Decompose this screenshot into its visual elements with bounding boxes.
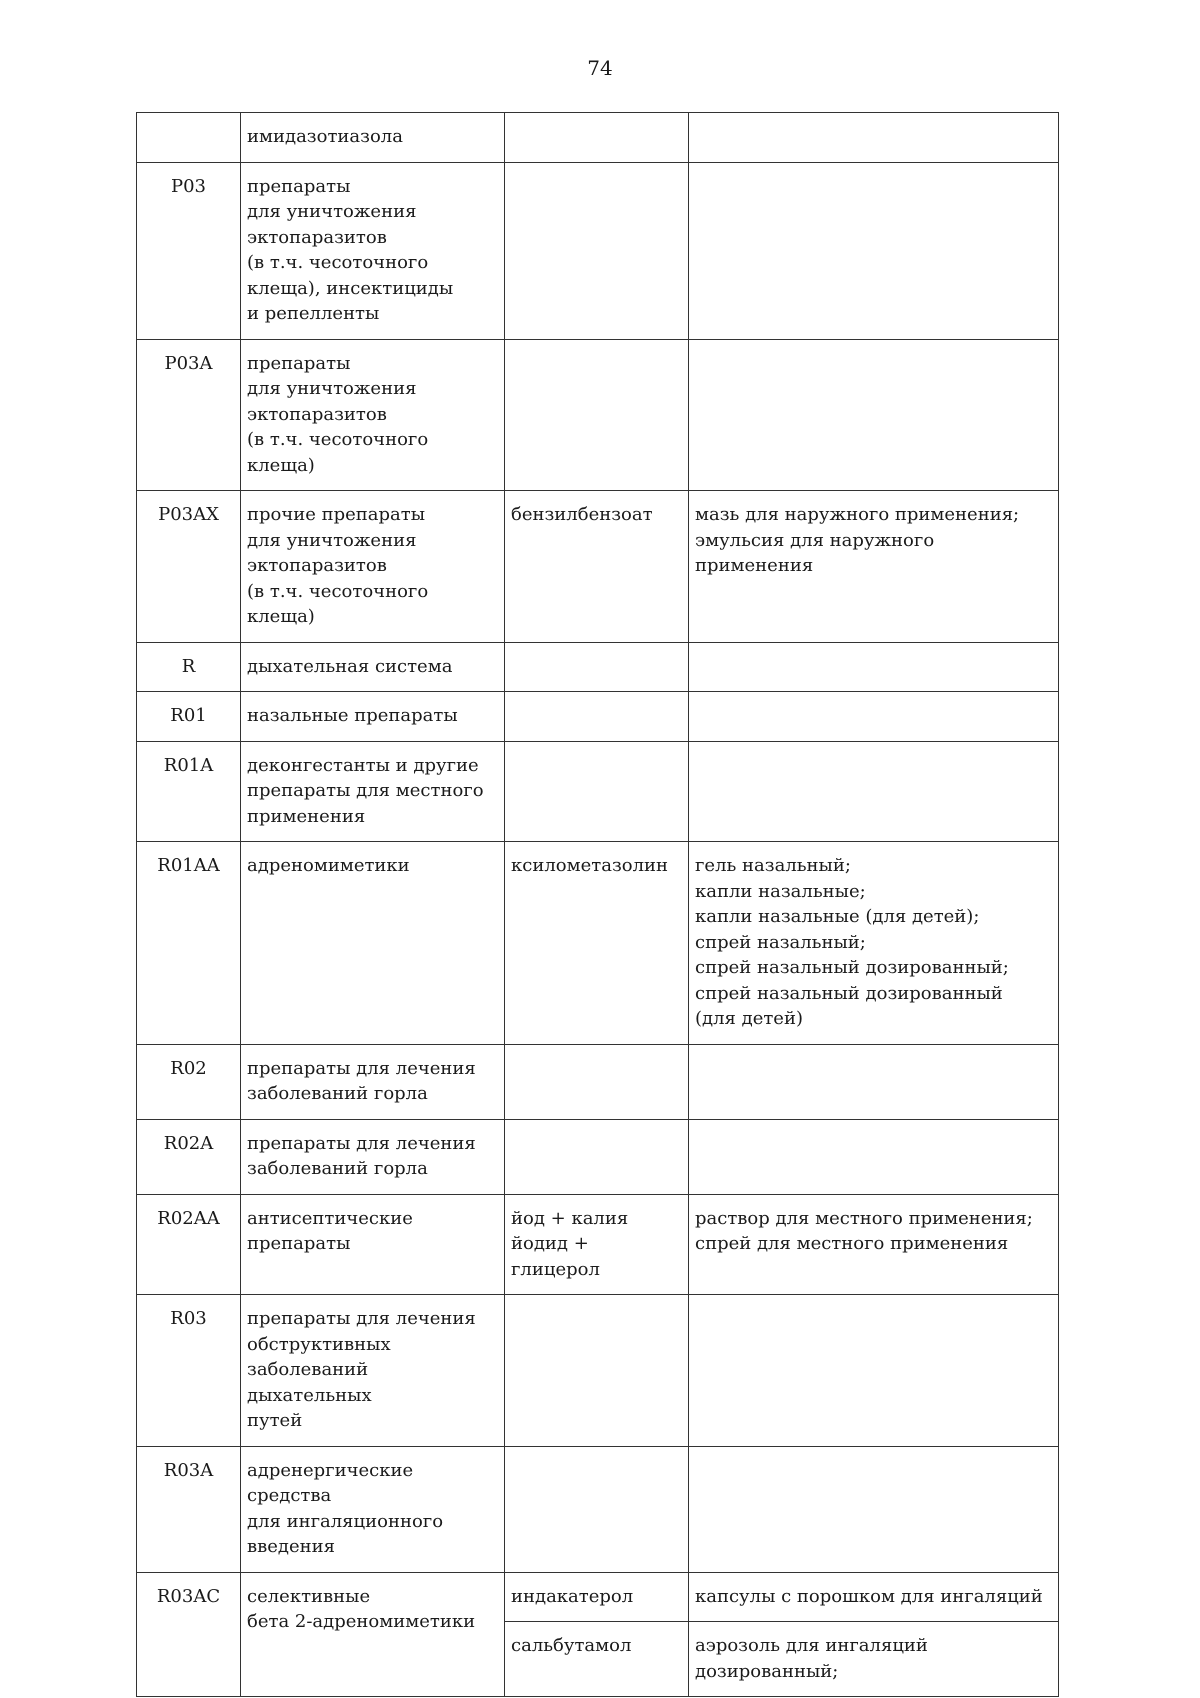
table-row	[137, 1446, 1059, 1572]
dosage-form-cell: капсулы с порошком для ингаляций	[689, 1572, 1059, 1622]
drug-name-cell	[505, 741, 689, 842]
atc-code-cell: P03AX	[137, 491, 241, 643]
drug-name-cell: индакатерол	[505, 1572, 689, 1622]
drug-name-cell	[505, 162, 689, 339]
dosage-form-cell	[689, 1044, 1059, 1119]
drug-name-cell	[505, 1119, 689, 1194]
dosage-form-cell	[689, 162, 1059, 339]
drug-name-cell: ксилометазолин	[505, 842, 689, 1045]
atc-code-cell: R	[137, 642, 241, 692]
atc-code-cell: R02A	[137, 1119, 241, 1194]
drug-name-cell	[505, 1295, 689, 1447]
table-row	[137, 1194, 1059, 1295]
dosage-form-cell: аэрозоль для ингаляций дозированный;	[689, 1622, 1059, 1697]
atc-code-cell: R02AA	[137, 1194, 241, 1295]
dosage-form-cell	[689, 1446, 1059, 1572]
dosage-form-cell	[689, 741, 1059, 842]
dosage-form-cell: мазь для наружного применения; эмульсия для наружного применения	[689, 491, 1059, 643]
table-row	[137, 842, 1059, 1045]
dosage-form-cell	[689, 339, 1059, 491]
table-row	[137, 339, 1059, 491]
anatomical-group-cell: прочие препараты для уничтожения эктопаразитов (в т.ч. чесоточного клеща)	[241, 491, 505, 643]
table-row	[137, 1044, 1059, 1119]
anatomical-group-cell: селективные бета 2-адреномиметики	[241, 1572, 505, 1697]
table-row	[137, 1119, 1059, 1194]
drug-name-cell	[505, 692, 689, 742]
anatomical-group-cell: деконгестанты и другие препараты для местного применения	[241, 741, 505, 842]
drug-name-cell	[505, 1446, 689, 1572]
drug-name-cell	[505, 339, 689, 491]
anatomical-group-cell: имидазотиазола	[241, 113, 505, 163]
drug-name-cell	[505, 642, 689, 692]
atc-code-cell: P03	[137, 162, 241, 339]
anatomical-group-cell: назальные препараты	[241, 692, 505, 742]
table-row	[137, 162, 1059, 339]
anatomical-group-cell: препараты для лечения заболеваний горла	[241, 1044, 505, 1119]
drug-name-cell	[505, 1044, 689, 1119]
anatomical-group-cell: препараты для уничтожения эктопаразитов (в т.ч. чесоточного клеща)	[241, 339, 505, 491]
dosage-form-cell	[689, 113, 1059, 163]
dosage-form-cell	[689, 642, 1059, 692]
drug-classification-table	[136, 112, 1059, 1697]
atc-code-cell: R03A	[137, 1446, 241, 1572]
atc-code-cell: R01AA	[137, 842, 241, 1045]
dosage-form-cell	[689, 1119, 1059, 1194]
drug-name-cell: сальбутамол	[505, 1622, 689, 1697]
dosage-form-cell	[689, 1295, 1059, 1447]
atc-code-cell: R03AC	[137, 1572, 241, 1697]
dosage-form-cell: раствор для местного применения; спрей для местного применения	[689, 1194, 1059, 1295]
table-row	[137, 113, 1059, 163]
anatomical-group-cell: адреномиметики	[241, 842, 505, 1045]
table-row	[137, 692, 1059, 742]
drug-name-cell	[505, 113, 689, 163]
table-row	[137, 642, 1059, 692]
atc-code-cell: R01A	[137, 741, 241, 842]
anatomical-group-cell: препараты для уничтожения эктопаразитов (в т.ч. чесоточного клеща), инсектициды и репелленты	[241, 162, 505, 339]
atc-code-cell: P03A	[137, 339, 241, 491]
table-row	[137, 741, 1059, 842]
anatomical-group-cell: препараты для лечения заболеваний горла	[241, 1119, 505, 1194]
atc-code-cell: R01	[137, 692, 241, 742]
dosage-form-cell: гель назальный; капли назальные; капли назальные (для детей); спрей назальный; спрей назальный дозированный; спрей назальный дозированный (для детей)	[689, 842, 1059, 1045]
table-row	[137, 491, 1059, 643]
atc-code-cell: R02	[137, 1044, 241, 1119]
dosage-form-cell	[689, 692, 1059, 742]
anatomical-group-cell: антисептические препараты	[241, 1194, 505, 1295]
page-number: 74	[587, 56, 613, 80]
table-row	[137, 1572, 1059, 1622]
anatomical-group-cell: препараты для лечения обструктивных заболеваний дыхательных путей	[241, 1295, 505, 1447]
drug-name-cell: йод + калия йодид + глицерол	[505, 1194, 689, 1295]
anatomical-group-cell: дыхательная система	[241, 642, 505, 692]
drug-name-cell: бензилбензоат	[505, 491, 689, 643]
anatomical-group-cell: адренергические средства для ингаляционного введения	[241, 1446, 505, 1572]
atc-code-cell: R03	[137, 1295, 241, 1447]
atc-code-cell	[137, 113, 241, 163]
table-row	[137, 1295, 1059, 1447]
